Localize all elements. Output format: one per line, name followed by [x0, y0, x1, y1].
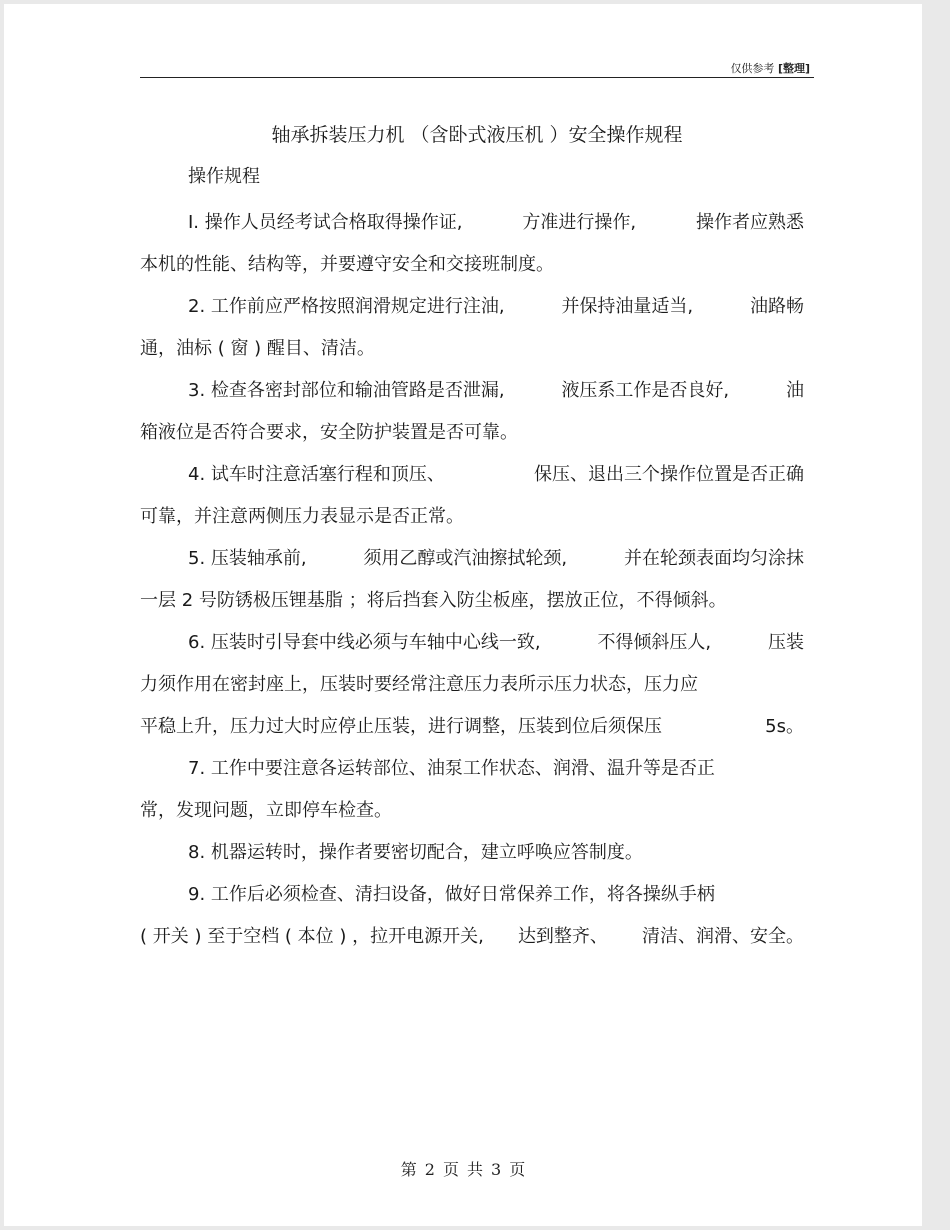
footer-total-label: 共: [467, 1160, 484, 1179]
footer-total-pages: 3: [491, 1160, 502, 1179]
document-title: 轴承拆装压力机 （含卧式液压机 ）安全操作规程: [271, 124, 683, 146]
body-text-segment: 通，油标 ( 窗 ) 醒目、清洁。: [140, 338, 375, 359]
body-text-segment: 一层 2 号防锈极压锂基脂 ；将后挡套入防尘板座，摆放正位，不得倾斜。: [140, 590, 727, 611]
body-text-segment: 清洁、润滑、安全。: [642, 926, 804, 947]
body-text-segment: 常，发现问题，立即停车检查。: [140, 800, 392, 821]
body-line: [140, 370, 804, 412]
footer-current-page: 2: [424, 1160, 435, 1179]
body-line: [140, 622, 804, 664]
body-text-segment: 不得倾斜压人,: [597, 632, 712, 653]
body-line: [140, 706, 804, 748]
body-line: [140, 286, 804, 328]
document-body: [140, 202, 804, 958]
body-line: [140, 244, 804, 286]
body-text-segment: 7. 工作中要注意各运转部位、油泵工作状态、润滑、温升等是否正: [188, 758, 715, 779]
body-text-segment: 须用乙醇或汽油擦拭轮颈,: [363, 548, 568, 569]
body-text-segment: 并在轮颈表面均匀涂抹: [623, 548, 804, 569]
body-text-segment: 压装: [767, 632, 804, 653]
body-line: [140, 748, 804, 790]
footer-page-label: 第: [400, 1160, 417, 1179]
body-line: [140, 496, 804, 538]
body-text-segment: 可靠，并注意两侧压力表显示是否正常。: [140, 506, 464, 527]
body-text-segment: 6. 压装时引导套中线必须与车轴中心线一致,: [188, 632, 541, 653]
body-line: [140, 202, 804, 244]
body-text-segment: 力须作用在密封座上，压装时要经常注意压力表所示压力状态，压力应: [140, 674, 698, 695]
body-line: [140, 664, 804, 706]
body-text-segment: 液压系工作是否良好,: [561, 380, 730, 401]
body-line: [140, 916, 804, 958]
body-text-segment: 3. 检查各密封部位和输油管路是否泄漏,: [188, 380, 505, 401]
body-line: [140, 328, 804, 370]
body-text-segment: 8. 机器运转时，操作者要密切配合，建立呼唤应答制度。: [188, 842, 643, 863]
footer-total-unit: 页: [509, 1160, 526, 1179]
body-text-segment: 5. 压装轴承前,: [188, 548, 307, 569]
footer-page-unit: 页: [442, 1160, 459, 1179]
page-header: [730, 60, 810, 76]
body-text-segment: 箱液位是否符合要求，安全防护装置是否可靠。: [140, 422, 518, 443]
body-text-segment: 5s。: [765, 716, 804, 737]
body-text-segment: 保压、退出三个操作位置是否正确: [534, 464, 804, 485]
body-text-segment: 油路畅: [749, 296, 804, 317]
body-text-segment: 4. 试车时注意活塞行程和顶压、: [188, 464, 445, 485]
body-line: [140, 412, 804, 454]
body-text-segment: I. 操作人员经考试合格取得操作证,: [188, 212, 463, 233]
header-note: 仅供参考: [730, 62, 775, 75]
body-text-segment: 方准进行操作,: [522, 212, 637, 233]
body-text-segment: 2. 工作前应严格按照润滑规定进行注油,: [188, 296, 505, 317]
body-line: [140, 538, 804, 580]
body-line: [140, 874, 804, 916]
header-tag: [整理]: [777, 62, 810, 75]
body-line: [140, 454, 804, 496]
body-text-segment: 油: [785, 380, 804, 401]
section-heading: 操作规程: [188, 166, 260, 187]
body-text-segment: 操作者应熟悉: [696, 212, 804, 233]
body-text-segment: 9. 工作后必须检查、清扫设备，做好日常保养工作，将各操纵手柄: [188, 884, 715, 905]
body-text-segment: ( 开关 ) 至于空档 ( 本位 ) ，拉开电源开关,: [140, 926, 484, 947]
body-text-segment: 本机的性能、结构等，并要遵守安全和交接班制度。: [140, 254, 554, 275]
body-line: [140, 580, 804, 622]
body-text-segment: 并保持油量适当,: [561, 296, 694, 317]
body-text-segment: 平稳上升，压力过大时应停止压装，进行调整，压装到位后须保压: [140, 716, 662, 737]
page-footer: [4, 1157, 922, 1180]
body-line: [140, 832, 804, 874]
document-page: [4, 4, 922, 1226]
body-line: [140, 790, 804, 832]
body-text-segment: 达到整齐、: [517, 926, 608, 947]
header-divider: [140, 77, 814, 78]
